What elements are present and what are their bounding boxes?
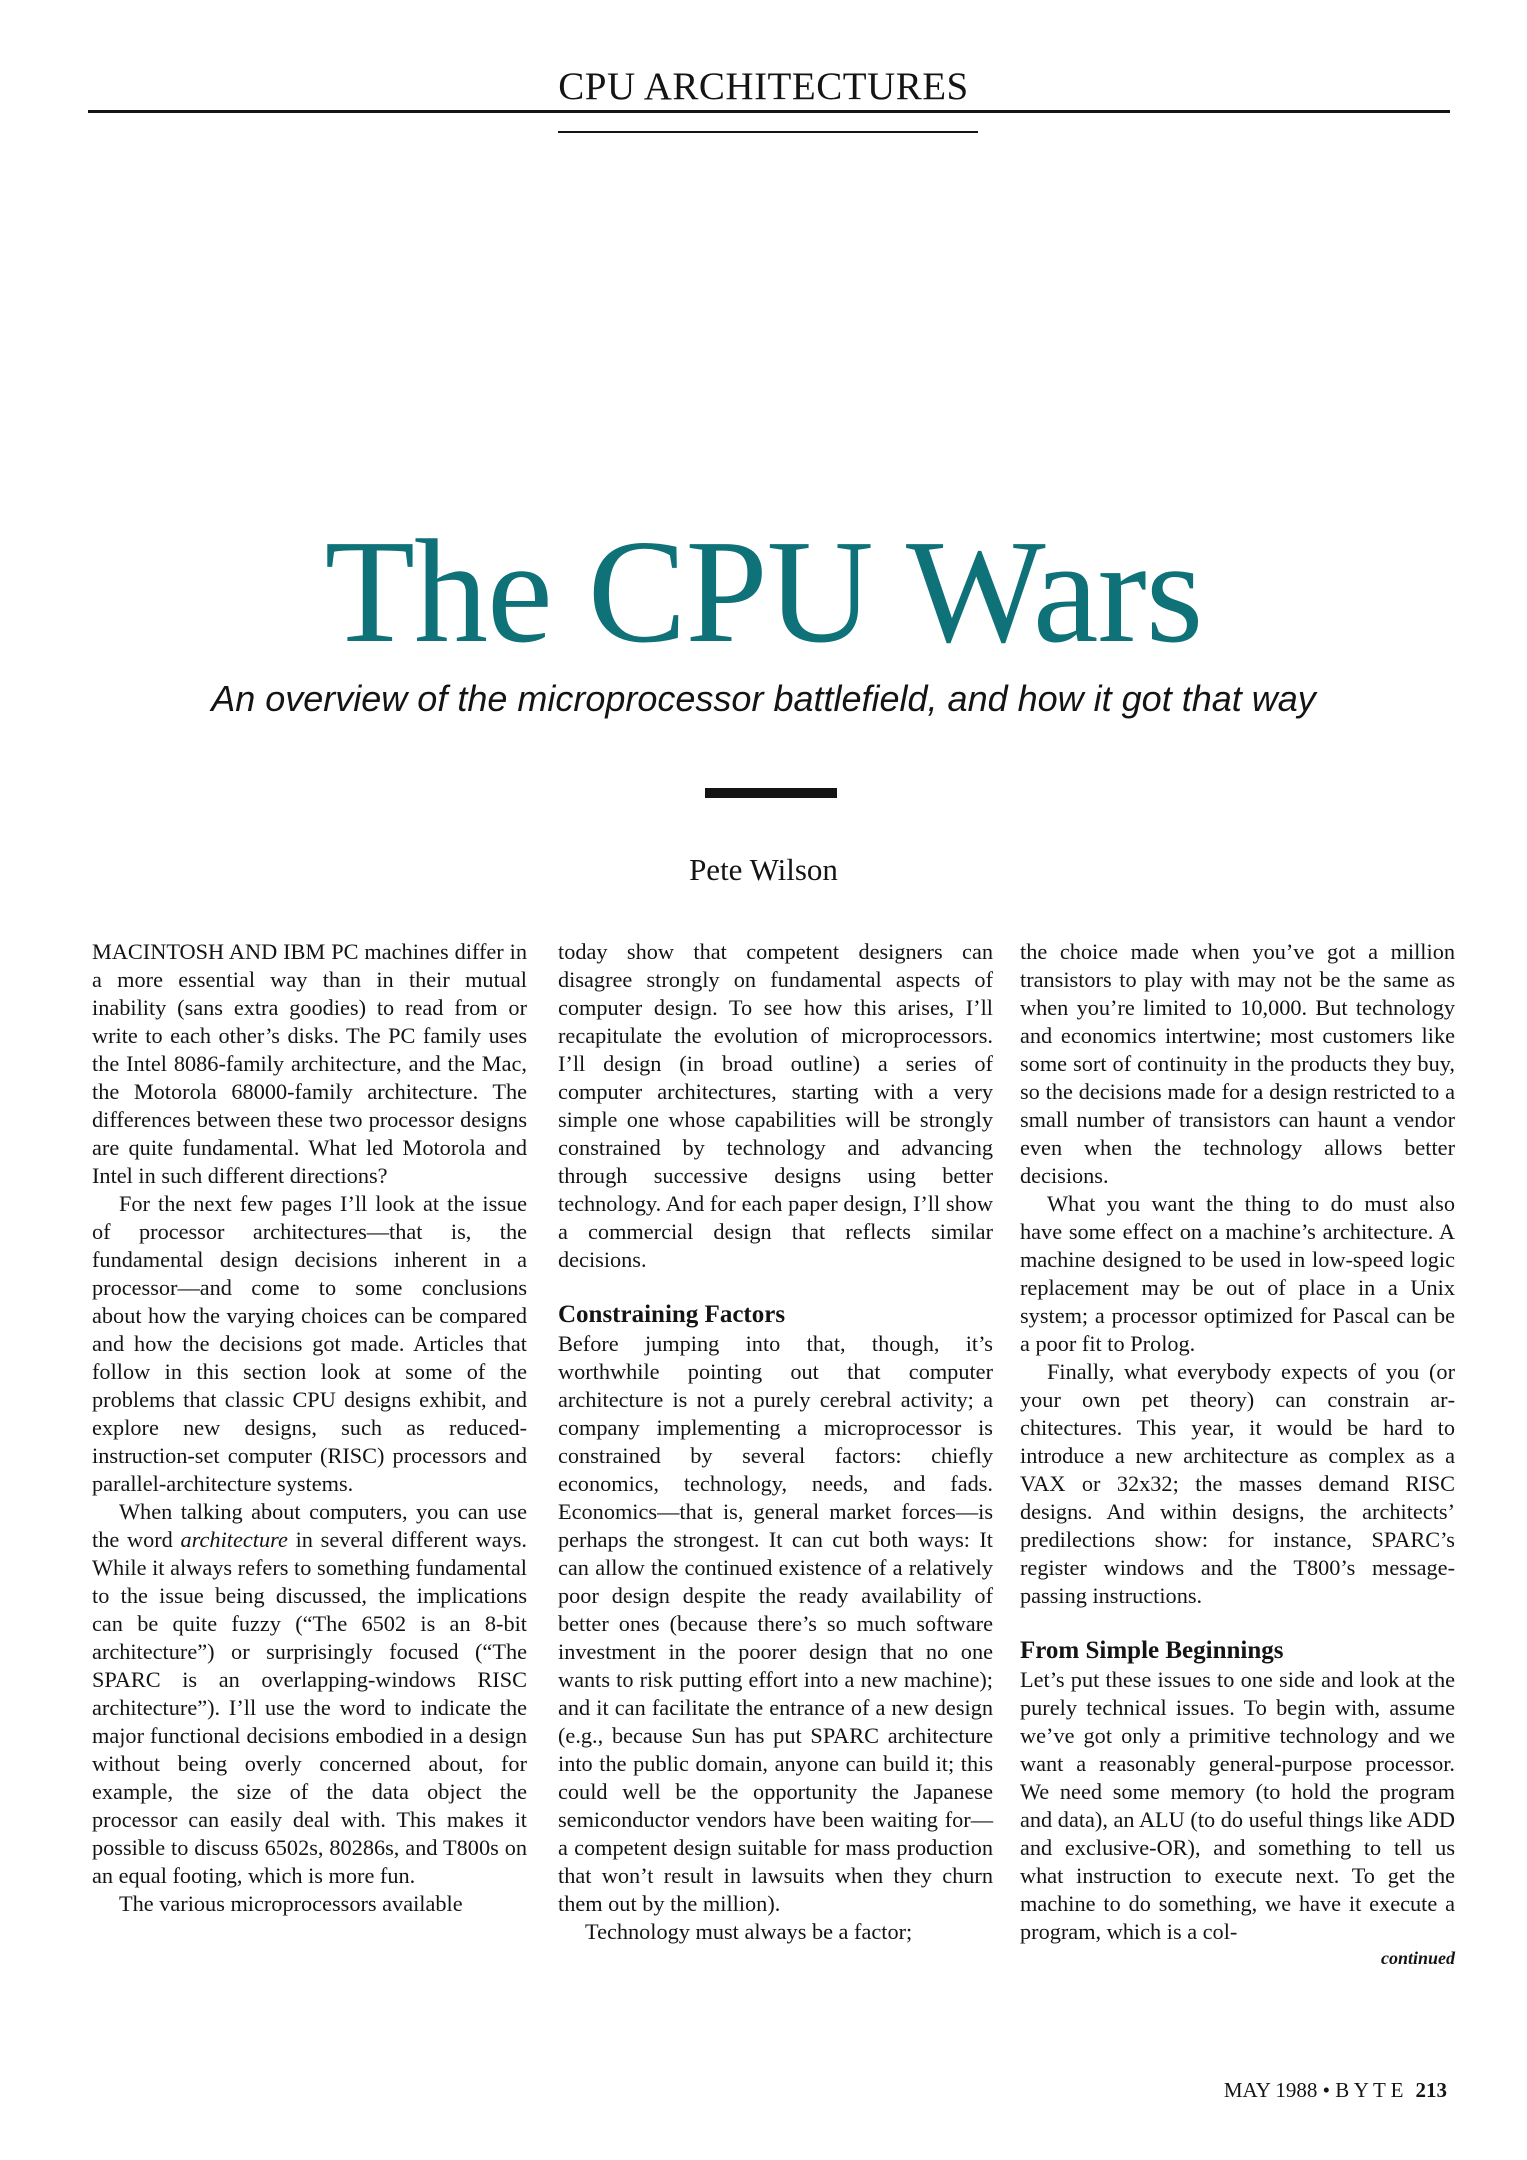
paragraph: What you want the thing to do must also have some effect on a machine’s architecture. A machine designed to be used in low-speed logic replacement may be out of place in a Unix system; a processor optimized for Pascal can be a poor fit to Prolog. [1020, 1191, 1455, 1356]
header-rule [88, 110, 1450, 113]
column-2 [558, 938, 993, 1946]
paragraph: the choice made when you’ve got a million transistors to play with may not be the same as when you’re limited to 10,000. But technology and economics intertwine; most customers like some sort of continuity in the products they buy, so the decisions made for a design restricted to a small number of transistors can haunt a vendor even when the technology allows better decisions. [1020, 939, 1455, 1188]
emphasis-text: architecture [180, 1527, 288, 1552]
page-number: 213 [1415, 2078, 1447, 2102]
author-byline: Pete Wilson [689, 852, 838, 887]
paragraph: Finally, what everybody expects of you (or your own pet theory) can constrain architectures. This year, it would be hard to introduce a new architecture as complex as a VAX or 32x32; the masses demand RISC designs. And within designs, the architects’ predilections show: for instance, SPARC’s register windows and the T800’s message-passing instructions. [1020, 1359, 1455, 1608]
subheading: From Simple Beginnings [1020, 1637, 1284, 1664]
subheading: Constraining Factors [558, 1301, 786, 1328]
paragraph-text: When talking about computers, you can use the word [92, 1499, 527, 1552]
article-deck: An overview of the microprocessor battlefield, and how it got that way [211, 678, 1316, 719]
paragraph: Before jumping into that, though, it’s worthwhile pointing out that computer architecture is not a purely cerebral activity; a company implementing a microprocessor is constrained by several factors: chiefly economics, technology, needs, and fads. Economics—that is, general market forces—is perhaps the strongest. It can cut both ways: It can allow the continued existence of a relatively poor design despite the ready availability of better ones (because there’s so much software investment in the poorer design that no one wants to risk putting effort into a new machine); and it can facilitate the entrance of a new design (e.g., because Sun has put SPARC architecture into the public domain, anyone can build it; this could well be the opportunity the Japanese semiconductor vendors have been waiting for—a competent design suitable for mass production that won’t result in lawsuits when they churn them out by the million). [558, 1331, 993, 1916]
column-1 [92, 938, 527, 1918]
paragraph-text: in several different ways. While it always refers to something fundamental to the issue being discussed, the implications can be quite fuzzy (“The 6502 is an 8-bit architecture”) or surprisingly focused (“The SPARC is an overlapping-windows RISC architecture”). I’ll use the word to indicate the major functional decisions embodied in a design without being overly concerned about, for example, the size of the data object the processor can easily deal with. This makes it possible to discuss 6502s, 80286s, and T800s on an equal footing, which is more fun. [92, 1527, 527, 1888]
paragraph: The various microprocessors available [119, 1891, 463, 1916]
issue-label: MAY 1988 • B Y T E [1223, 2078, 1404, 2102]
paragraph: Technology must always be a factor; [585, 1919, 913, 1944]
article-title: The CPU Wars [324, 510, 1203, 674]
paragraph: For the next few pages I’ll look at the issue of processor architectures—that is, the fundamental design decisions inherent in a processor—and come to some conclusions about how the varying choices can be compared and how the decisions got made. Articles that follow in this section look at some of the problems that classic CPU designs exhibit, and explore new designs, such as reduced-instruction-set computer (RISC) processors and parallel-architecture systems. [92, 1191, 527, 1496]
paragraph: Let’s put these issues to one side and look at the purely technical issues. To begin with, assume we’ve got only a primitive technology and we want a reasonably general-purpose processor. We need some memory (to hold the program and data), an ALU (to do useful things like ADD and exclusive-OR), and something to tell us what instruction to execute next. To get the machine to do something, we have it execute a program, which is a col- [1020, 1667, 1455, 1944]
continued-label: continued [1380, 1948, 1455, 1968]
page-footer [1224, 2078, 1447, 2103]
header-subrule [558, 131, 978, 133]
paragraph: today show that competent designers can disagree strongly on fundamental aspects of computer design. To see how this arises, I’ll recapitulate the evolution of microprocessors. I’ll design (in broad outline) a series of computer architectures, starting with a very simple one whose capabilities will be strongly constrained by technology and advancing through successive designs using better technology. And for each paper design, I’ll show a commercial design that reflects similar decisions. [558, 939, 993, 1272]
paragraph [92, 1498, 527, 1890]
paragraph: MACINTOSH AND IBM PC machines differ in a more essential way than in their mutual inability (sans extra goodies) to read from or write to each other’s disks. The PC family uses the Intel 8086-family architecture, and the Mac, the Motorola 68000-family architecture. The differences between these two processor designs are quite fundamental. What led Motorola and Intel in such different directions? [92, 939, 527, 1188]
column-3 [1020, 938, 1455, 1970]
section-header: CPU ARCHITECTURES [558, 65, 969, 108]
title-divider [705, 788, 837, 798]
